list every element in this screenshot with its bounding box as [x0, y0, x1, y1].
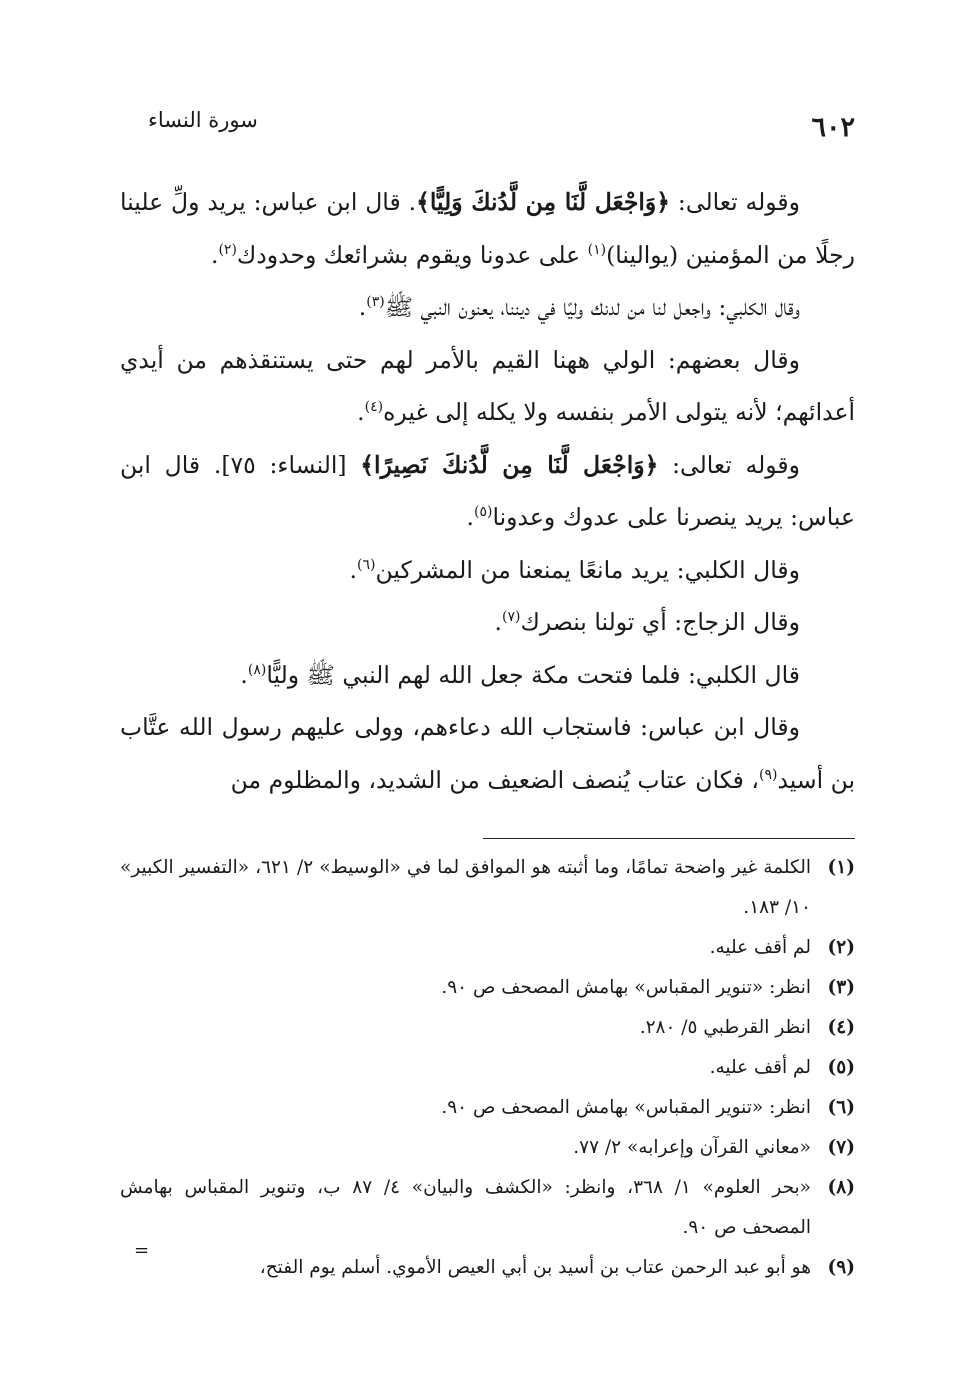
footnote-ref-1[interactable]: (١)	[587, 241, 607, 258]
surah-title: سورة النساء	[148, 108, 258, 132]
footnote	[120, 848, 855, 928]
footnote	[120, 968, 855, 1008]
footnote	[120, 1048, 855, 1088]
footnote-ref-6[interactable]: (٦)	[357, 556, 376, 573]
footnote-ref-9[interactable]: (٩)	[758, 766, 778, 783]
footnote-ref-4[interactable]: (٤)	[364, 399, 384, 415]
footnote-number: (١)	[827, 857, 855, 878]
footnote-ref-3[interactable]: (٣)	[366, 294, 385, 310]
quran-verse: ﴿وَاجْعَل لَّنَا مِن لَّدُنكَ نَصِيرًا﴾	[360, 450, 659, 479]
paragraph-1: وقوله تعالى: ﴿وَاجْعَل لَّنَا مِن لَّدُنكَ وَلِيًّا﴾. قال ابن عباس: يريد ولِّ علينا رجلًا من المؤمنين (يوالينا)$^{(١)}$ على عدونا ويقوم بشرائعك وحدودك$^{(٢)}$.	[120, 188, 855, 269]
footnote-text: انظر: «تنوير المقباس» بهامش المصحف ص ٩٠.	[441, 977, 811, 998]
footnote-number: (٥)	[827, 1057, 855, 1078]
footnote	[120, 1128, 855, 1168]
body-text	[120, 176, 855, 806]
footnote-text: لم أقف عليه.	[709, 937, 811, 958]
page-number: ٦٠٢	[811, 112, 855, 143]
footnotes	[120, 848, 855, 1288]
paragraph-3: وقال بعضهم: الولي ههنا القيم بالأمر لهم حتى يستنقذهم من أيدي أعدائهم؛ لأنه يتولى الأمر بنفسه ولا يكله إلى غيره$^{(٤)}$.	[120, 345, 855, 426]
paragraph-7: قال الكلبي: فلما فتحت مكة جعل الله لهم النبي ﷺ وليًّا$^{(٨)}$.	[240, 660, 800, 689]
running-head	[120, 108, 855, 148]
footnote-ref-7[interactable]: (٧)	[502, 609, 521, 625]
footnote-number: (٢)	[827, 937, 855, 958]
footnote-number: (٤)	[827, 1017, 855, 1038]
footnote-ref-2[interactable]: (٢)	[218, 241, 237, 258]
footnote-text: لم أقف عليه.	[709, 1057, 811, 1078]
footnote-text: «بحر العلوم» ١/ ٣٦٨، وانظر: «الكشف والبيان» ٤/ ٨٧ ب، وتنوير المقباس بهامش المصحف ص ٩٠.	[120, 1177, 811, 1238]
footnote-divider	[483, 838, 855, 839]
footnote-text: انظر: «تنوير المقباس» بهامش المصحف ص ٩٠.	[441, 1097, 811, 1118]
footnote-text: «معاني القرآن وإعرابه» ٢/ ٧٧.	[573, 1137, 811, 1158]
footnote-number: (٦)	[827, 1097, 855, 1118]
footnote	[120, 1008, 855, 1048]
paragraph-6: وقال الزجاج: أي تولنا بنصرك$^{(٧)}$.	[494, 608, 800, 636]
footnote-text: الكلمة غير واضحة تمامًا، وما أثبته هو الموافق لما في «الوسيط» ٢/ ٦٢١، «التفسير الكبير» ١٠/ ١٨٣.	[120, 857, 811, 918]
footnote	[120, 928, 855, 968]
footnote-number: (٨)	[827, 1177, 855, 1198]
footnote-ref-8[interactable]: (٨)	[247, 661, 267, 678]
footnote-number: (٣)	[827, 977, 855, 998]
continuation-mark: =	[134, 1240, 150, 1261]
footnote	[120, 1248, 855, 1288]
footnote-number: (٧)	[827, 1137, 855, 1158]
footnote-text: هو أبو عبد الرحمن عتاب بن أسيد بن أبي العيص الأموي. أسلم يوم الفتح،	[259, 1257, 811, 1278]
footnote-ref-5[interactable]: (٥)	[474, 504, 493, 520]
paragraph-4: وقوله تعالى: ﴿وَاجْعَل لَّنَا مِن لَّدُنكَ نَصِيرًا﴾ [النساء: ٧٥]. قال ابن عباس: يريد ينصرنا على عدوك وعدونا$^{(٥)}$.	[120, 450, 855, 531]
quran-verse: ﴿وَاجْعَل لَّنَا مِن لَّدُنكَ وَلِيًّا﴾	[416, 188, 671, 216]
document-page	[120, 0, 855, 1380]
footnote	[120, 1168, 855, 1248]
footnote	[120, 1088, 855, 1128]
footnote-number: (٩)	[827, 1257, 855, 1278]
paragraph-2: وقال الكلبي: واجعل لنا من لدنك وليًا في ديننا، يعنون النبي ﷺ$^{(٣)}$.	[358, 293, 800, 321]
footnote-text: انظر القرطبي ٥/ ٢٨٠.	[639, 1017, 811, 1038]
paragraph-5: وقال الكلبي: يريد مانعًا يمنعنا من المشركين$^{(٦)}$.	[349, 555, 800, 584]
paragraph-8: وقال ابن عباس: فاستجاب الله دعاءهم، وولى عليهم رسول الله عتَّاب بن أسيد$^{(٩)}$، فكان عتاب يُنصف الضعيف من الشديد، والمظلوم من	[120, 713, 855, 794]
